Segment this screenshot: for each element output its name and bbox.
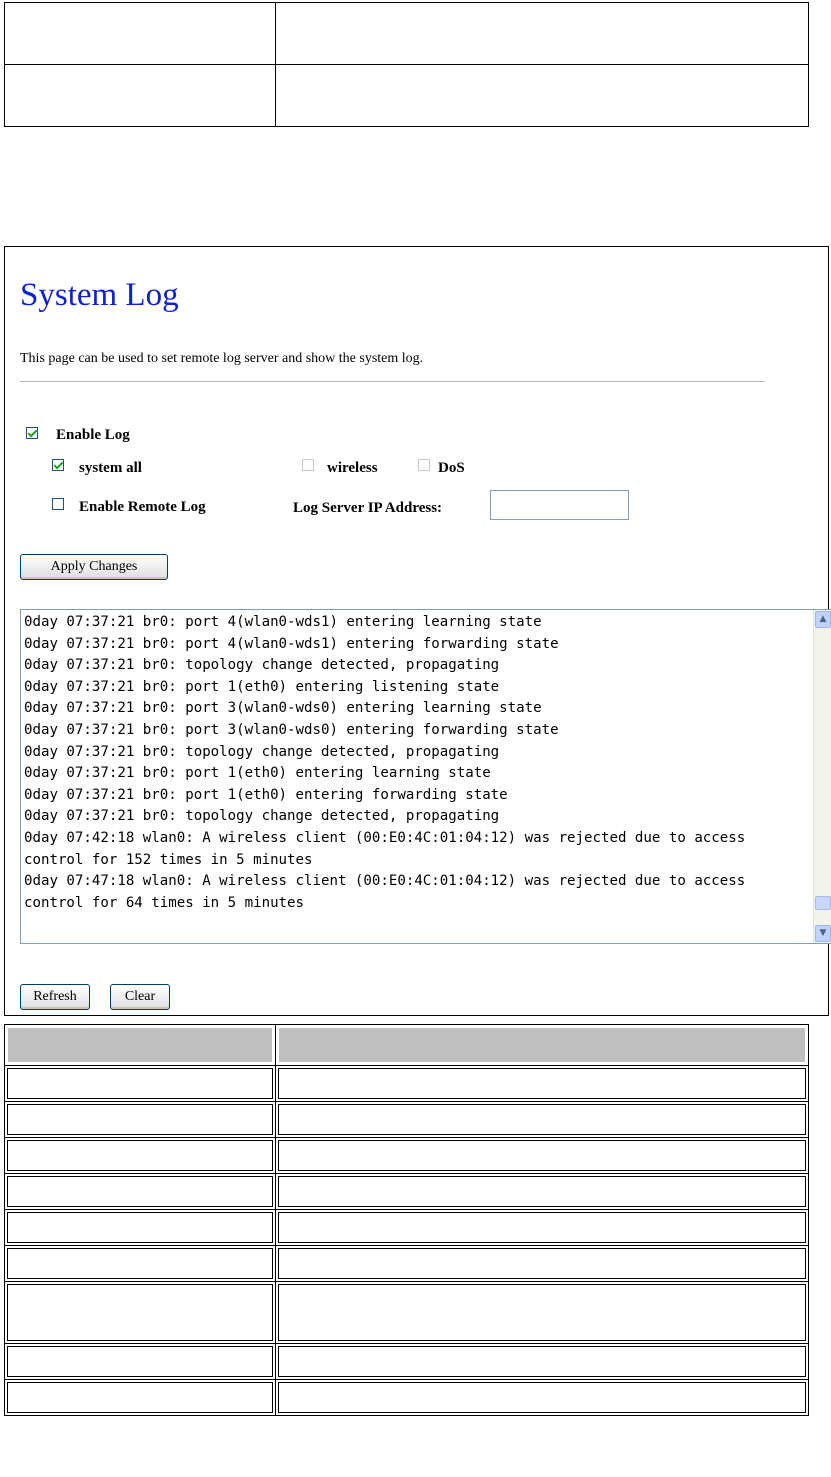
table-cell	[276, 1246, 809, 1282]
table-row	[5, 1174, 809, 1210]
table-cell	[5, 1380, 276, 1416]
bottom-parameter-table	[4, 1024, 809, 1416]
table-cell	[5, 3, 276, 65]
refresh-button[interactable]: Refresh	[20, 984, 90, 1010]
table-row	[5, 3, 809, 65]
scrollbar-thumb[interactable]	[815, 896, 831, 910]
log-server-ip-input[interactable]	[490, 490, 629, 520]
table-cell	[5, 1066, 276, 1102]
table-cell	[5, 1246, 276, 1282]
table-cell	[276, 1066, 809, 1102]
table-row	[5, 1344, 809, 1380]
dos-checkbox[interactable]	[418, 459, 430, 471]
table-cell	[276, 1210, 809, 1246]
dos-label: DoS	[438, 460, 465, 476]
table-row	[5, 1102, 809, 1138]
table-row	[5, 1282, 809, 1344]
table-cell	[276, 1102, 809, 1138]
table-cell	[276, 1380, 809, 1416]
wireless-checkbox[interactable]	[302, 459, 314, 471]
system-all-label: system all	[79, 460, 142, 476]
enable-log-label: Enable Log	[56, 427, 130, 443]
table-cell	[276, 1174, 809, 1210]
page-title: System Log	[20, 277, 179, 313]
system-log-panel	[4, 246, 829, 1016]
table-row	[5, 1210, 809, 1246]
table-cell	[5, 1344, 276, 1380]
wireless-label: wireless	[327, 460, 378, 476]
table-row	[5, 1138, 809, 1174]
table-row	[5, 1380, 809, 1416]
table-cell	[276, 1282, 809, 1344]
table-cell	[276, 3, 809, 65]
table-cell	[5, 1282, 276, 1344]
table-cell	[5, 65, 276, 127]
table-cell	[276, 1344, 809, 1380]
log-server-ip-label: Log Server IP Address:	[293, 500, 443, 516]
system-all-checkbox[interactable]	[52, 459, 64, 471]
table-cell	[5, 1138, 276, 1174]
table-row	[5, 65, 809, 127]
scroll-down-arrow-icon[interactable]: ▼	[815, 925, 831, 942]
table-cell	[5, 1102, 276, 1138]
table-header-row	[5, 1025, 809, 1066]
log-content: 0day 07:37:21 br0: port 4(wlan0-wds1) entering learning state 0day 07:37:21 br0: port 4(wlan0-wds1) entering forwarding state 0day 07:37:21 br0: topology change detected, propagating 0day 07:37:21 br0: port 1(eth0) entering listening state 0day 07:37:21 br0: port 3(wlan0-wds0) entering learning state 0day 07:37:21 br0: port 3(wlan0-wds0) entering forwarding state 0day 07:37:21 br0: topology change detected, propagating 0day 07:37:21 br0: port 1(eth0) entering learning state 0day 07:37:21 br0: port 1(eth0) entering forwarding state 0day 07:37:21 br0: topology change detected, propagating 0day 07:42:18 wlan0: A wireless client (00:E0:4C:01:04:12) was rejected due to access control for 152 times in 5 minutes 0day 07:47:18 wlan0: A wireless client (00:E0:4C:01:04:12) was rejected due to access control for 64 times in 5 minutes	[24, 614, 746, 911]
scroll-up-arrow-icon[interactable]: ▲	[815, 611, 831, 628]
clear-button[interactable]: Clear	[110, 984, 170, 1010]
page-description: This page can be used to set remote log server and show the system log.	[20, 351, 424, 366]
table-header-cell	[5, 1025, 276, 1066]
log-scrollbar[interactable]	[813, 610, 831, 943]
log-textarea[interactable]	[20, 609, 831, 944]
table-header-cell	[276, 1025, 809, 1066]
enable-remote-log-label: Enable Remote Log	[79, 499, 206, 515]
apply-changes-button[interactable]: Apply Changes	[20, 554, 168, 580]
top-parameter-table	[4, 2, 809, 127]
table-row	[5, 1246, 809, 1282]
table-cell	[276, 1138, 809, 1174]
table-cell	[5, 1174, 276, 1210]
table-cell	[276, 65, 809, 127]
enable-remote-log-checkbox[interactable]	[52, 498, 64, 510]
table-cell	[5, 1210, 276, 1246]
table-row	[5, 1066, 809, 1102]
enable-log-checkbox[interactable]	[26, 427, 38, 439]
divider	[20, 381, 765, 382]
